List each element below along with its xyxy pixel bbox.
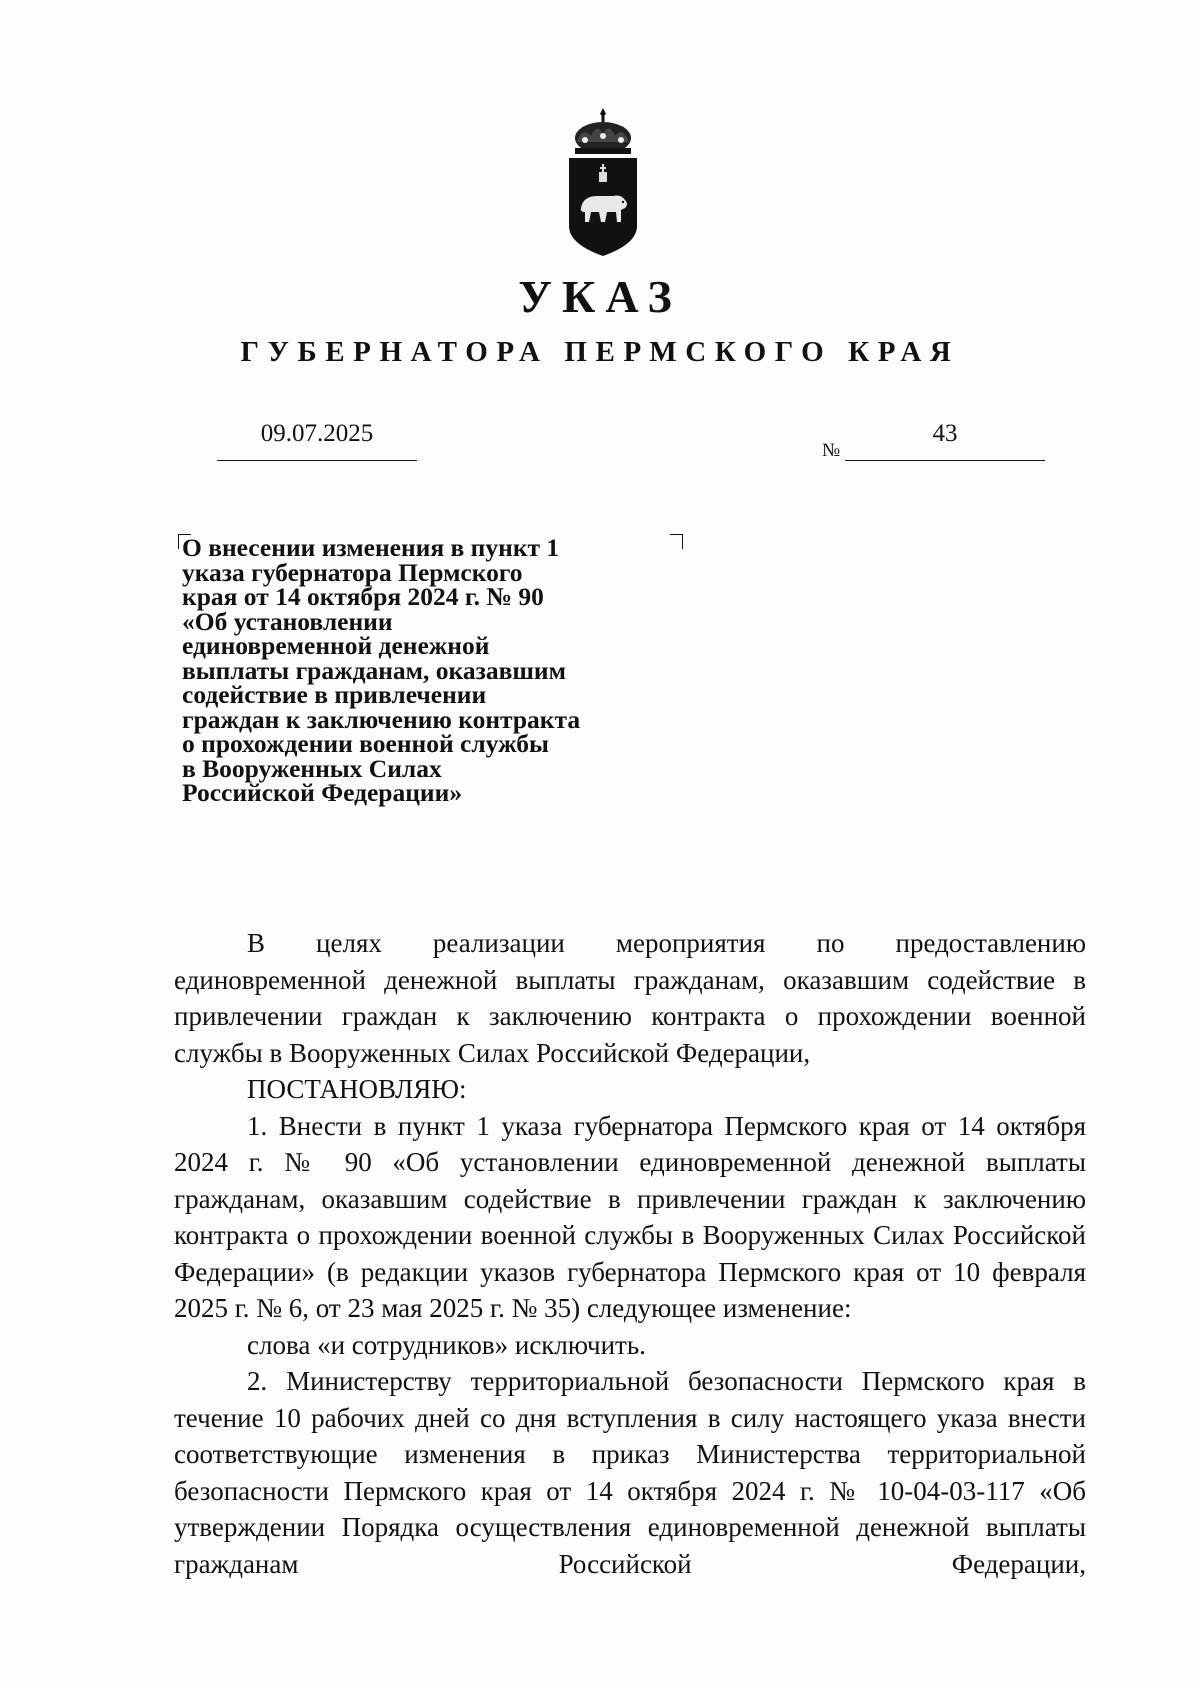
subject-line: края от 14 октября 2024 г. № 90 [182, 582, 544, 611]
item-1: 1. Внести в пункт 1 указа губернатора Пермского края от 14 октября 2024 г. № 90 «Об установлении единовременной денежной выплаты гражданам, оказавшим содействие в привлечении граждан к заключению контракта о прохождении военной службы в Вооруженных Силах Российской Федерации» (в редакции указов губернатора Пермского края от 10 февраля 2025 г. № 6, от 23 мая 2025 г. № 35) следующее изменение: [174, 1110, 1086, 1323]
decree-date: 09.07.2025 [217, 420, 417, 461]
subject-line: О внесении изменения в пункт 1 [182, 533, 560, 562]
subject-line: выплаты гражданам, оказавшим [182, 655, 566, 685]
subject-line: «Об установлении [182, 606, 393, 636]
subject-line: граждан к заключению контракта [182, 704, 581, 734]
subject-line: единовременной денежной [182, 631, 490, 660]
preamble-text: единовременной денежной выплаты гражданам, оказавшим содействие в привлечении граждан к заключению контракта о прохождении военной службы в Вооруженных Силах Российской Федерации, [174, 964, 1086, 1068]
preamble-first-line: В целях реализации мероприятия по предоставлению [247, 928, 1086, 958]
subject-line: указа губернатора Пермского [182, 557, 523, 587]
decree-subject [182, 533, 652, 807]
decree-body [174, 925, 1086, 1582]
subject-line: в Вооруженных Силах [182, 753, 442, 783]
item-2: 2. Министерству территориальной безопасности Пермского края в течение 10 рабочих дней со дня вступления в силу настоящего указа внести соответствующие изменения в приказ Министерства территориальной безопасности Пермского края от 14 октября 2024 г. № 10-04-03-117 «Об утверждении Порядка осуществления единовременной денежной выплаты гражданам Российской Федерации, [174, 1366, 1086, 1579]
coat-of-arms-icon [563, 108, 643, 258]
subject-line: Российской Федерации» [182, 778, 463, 807]
subject-corner-right [670, 534, 683, 549]
decree-word: ПОСТАНОВЛЯЮ: [247, 1074, 467, 1104]
number-label: № [822, 440, 841, 461]
document-title: УКАЗ [518, 271, 682, 322]
item-1-change: слова «и сотрудников» исключить. [247, 1329, 646, 1360]
subject-line: о прохождении военной службы [182, 729, 549, 758]
subject-line: содействие в привлечении [182, 680, 487, 709]
decree-number: 43 [845, 420, 1045, 461]
document-subtitle: ГУБЕРНАТОРА ПЕРМСКОГО КРАЯ [240, 336, 960, 368]
